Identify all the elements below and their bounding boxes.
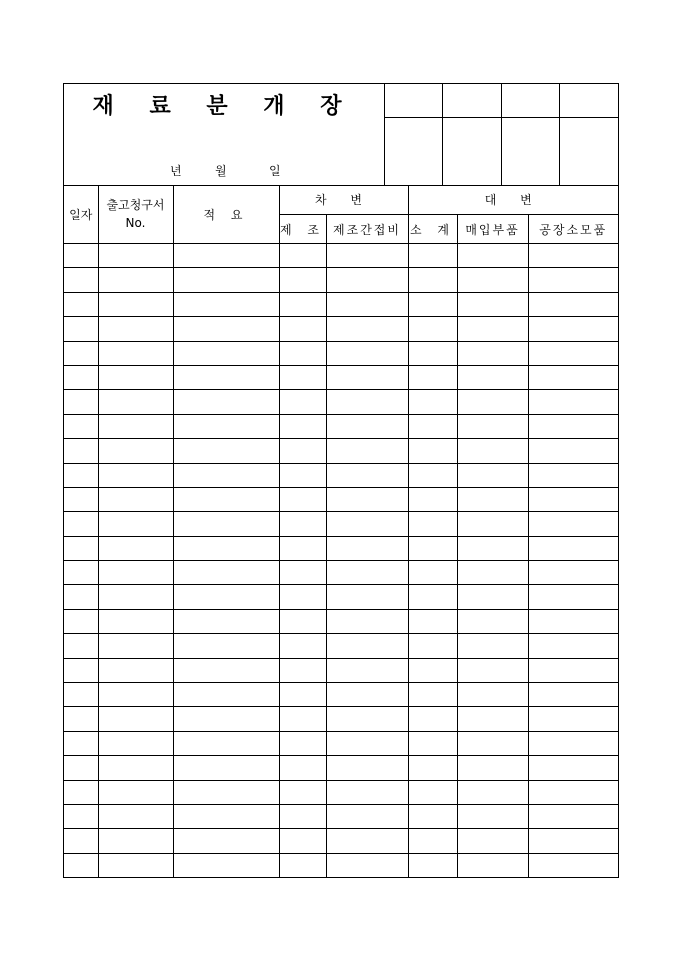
- cell-summary[interactable]: [173, 609, 279, 633]
- table-row: [64, 585, 618, 609]
- cell-manufacturing[interactable]: [279, 683, 326, 707]
- cell-purchased-parts[interactable]: [457, 731, 528, 755]
- table-row: [64, 244, 618, 268]
- approval-sign-cell[interactable]: [560, 118, 618, 185]
- col-header-credit: 대 변: [408, 185, 618, 215]
- cell-factory-supplies[interactable]: [528, 341, 618, 365]
- cell-factory-supplies[interactable]: [528, 683, 618, 707]
- cell-request-no[interactable]: [98, 341, 173, 365]
- cell-date[interactable]: [64, 707, 98, 731]
- table-row: [64, 561, 618, 585]
- table-row: [64, 268, 618, 292]
- date-year-label: 년: [170, 164, 182, 178]
- cell-date[interactable]: [64, 268, 98, 292]
- cell-summary[interactable]: [173, 439, 279, 463]
- cell-request-no[interactable]: [98, 487, 173, 511]
- cell-subtotal[interactable]: [408, 707, 457, 731]
- cell-subtotal[interactable]: [408, 756, 457, 780]
- col-header-factory-supplies: 공장소모품: [528, 215, 618, 244]
- approval-title-cell[interactable]: [443, 84, 502, 118]
- cell-manufacturing[interactable]: [279, 585, 326, 609]
- cell-overhead[interactable]: [326, 634, 408, 658]
- cell-overhead[interactable]: [326, 244, 408, 268]
- cell-purchased-parts[interactable]: [457, 512, 528, 536]
- cell-date[interactable]: [64, 292, 98, 316]
- cell-request-no[interactable]: [98, 244, 173, 268]
- cell-request-no[interactable]: [98, 731, 173, 755]
- cell-factory-supplies[interactable]: [528, 439, 618, 463]
- cell-summary[interactable]: [173, 707, 279, 731]
- approval-title-cell[interactable]: [560, 84, 618, 118]
- table-row: [64, 683, 618, 707]
- table-row: [64, 487, 618, 511]
- cell-date[interactable]: [64, 390, 98, 414]
- col-header-date: 일자: [64, 185, 98, 244]
- cell-request-no[interactable]: [98, 853, 173, 877]
- cell-manufacturing[interactable]: [279, 341, 326, 365]
- cell-subtotal[interactable]: [408, 463, 457, 487]
- cell-overhead[interactable]: [326, 292, 408, 316]
- table-row: [64, 365, 618, 389]
- cell-summary[interactable]: [173, 731, 279, 755]
- table-row: [64, 658, 618, 682]
- cell-date[interactable]: [64, 244, 98, 268]
- cell-subtotal[interactable]: [408, 683, 457, 707]
- cell-purchased-parts[interactable]: [457, 707, 528, 731]
- cell-request-no[interactable]: [98, 390, 173, 414]
- cell-manufacturing[interactable]: [279, 707, 326, 731]
- cell-request-no[interactable]: [98, 268, 173, 292]
- cell-overhead[interactable]: [326, 439, 408, 463]
- table-row: [64, 439, 618, 463]
- cell-subtotal[interactable]: [408, 268, 457, 292]
- cell-manufacturing[interactable]: [279, 292, 326, 316]
- cell-manufacturing[interactable]: [279, 317, 326, 341]
- col-header-request-no: [98, 185, 173, 244]
- table-row: [64, 463, 618, 487]
- col-header-subtotal: 소 계: [408, 215, 457, 244]
- cell-purchased-parts[interactable]: [457, 414, 528, 438]
- cell-factory-supplies[interactable]: [528, 609, 618, 633]
- cell-factory-supplies[interactable]: [528, 512, 618, 536]
- cell-purchased-parts[interactable]: [457, 658, 528, 682]
- table-row: [64, 390, 618, 414]
- cell-overhead[interactable]: [326, 317, 408, 341]
- table-row: [64, 609, 618, 633]
- cell-subtotal[interactable]: [408, 634, 457, 658]
- cell-purchased-parts[interactable]: [457, 609, 528, 633]
- cell-request-no[interactable]: [98, 536, 173, 560]
- cell-overhead[interactable]: [326, 561, 408, 585]
- cell-request-no[interactable]: [98, 292, 173, 316]
- cell-subtotal[interactable]: [408, 561, 457, 585]
- cell-subtotal[interactable]: [408, 609, 457, 633]
- table-row: [64, 512, 618, 536]
- date-day-label: 일: [269, 164, 281, 178]
- cell-overhead[interactable]: [326, 268, 408, 292]
- table-row: [64, 707, 618, 731]
- cell-manufacturing[interactable]: [279, 756, 326, 780]
- cell-date[interactable]: [64, 585, 98, 609]
- date-month-label: 월: [215, 164, 227, 178]
- cell-request-no[interactable]: [98, 414, 173, 438]
- cell-summary[interactable]: [173, 487, 279, 511]
- col-header-manufacturing: 제 조: [279, 215, 326, 244]
- col-header-request-line1: 출고청구서: [106, 198, 165, 212]
- cell-purchased-parts[interactable]: [457, 780, 528, 804]
- ledger-table: [64, 185, 618, 877]
- cell-manufacturing[interactable]: [279, 244, 326, 268]
- cell-request-no[interactable]: [98, 365, 173, 389]
- cell-subtotal[interactable]: [408, 341, 457, 365]
- cell-factory-supplies[interactable]: [528, 804, 618, 828]
- cell-date[interactable]: [64, 609, 98, 633]
- approval-box: [384, 84, 619, 185]
- cell-factory-supplies[interactable]: [528, 780, 618, 804]
- cell-summary[interactable]: [173, 292, 279, 316]
- cell-summary[interactable]: [173, 463, 279, 487]
- cell-date[interactable]: [64, 756, 98, 780]
- cell-request-no[interactable]: [98, 756, 173, 780]
- cell-purchased-parts[interactable]: [457, 829, 528, 853]
- cell-manufacturing[interactable]: [279, 487, 326, 511]
- cell-purchased-parts[interactable]: [457, 390, 528, 414]
- cell-summary[interactable]: [173, 683, 279, 707]
- cell-request-no[interactable]: [98, 683, 173, 707]
- cell-subtotal[interactable]: [408, 317, 457, 341]
- cell-factory-supplies[interactable]: [528, 658, 618, 682]
- cell-factory-supplies[interactable]: [528, 244, 618, 268]
- cell-subtotal[interactable]: [408, 512, 457, 536]
- cell-factory-supplies[interactable]: [528, 390, 618, 414]
- table-row: [64, 804, 618, 828]
- cell-subtotal[interactable]: [408, 829, 457, 853]
- cell-overhead[interactable]: [326, 463, 408, 487]
- cell-request-no[interactable]: [98, 829, 173, 853]
- cell-manufacturing[interactable]: [279, 536, 326, 560]
- cell-summary[interactable]: [173, 853, 279, 877]
- cell-subtotal[interactable]: [408, 731, 457, 755]
- cell-date[interactable]: [64, 512, 98, 536]
- cell-overhead[interactable]: [326, 487, 408, 511]
- cell-request-no[interactable]: [98, 463, 173, 487]
- cell-manufacturing[interactable]: [279, 365, 326, 389]
- cell-manufacturing[interactable]: [279, 512, 326, 536]
- cell-manufacturing[interactable]: [279, 731, 326, 755]
- cell-factory-supplies[interactable]: [528, 756, 618, 780]
- cell-date[interactable]: [64, 658, 98, 682]
- cell-request-no[interactable]: [98, 634, 173, 658]
- cell-manufacturing[interactable]: [279, 658, 326, 682]
- cell-request-no[interactable]: [98, 707, 173, 731]
- cell-purchased-parts[interactable]: [457, 804, 528, 828]
- title-area: [64, 84, 384, 185]
- table-row: [64, 292, 618, 316]
- cell-purchased-parts[interactable]: [457, 439, 528, 463]
- cell-subtotal[interactable]: [408, 536, 457, 560]
- cell-summary[interactable]: [173, 244, 279, 268]
- cell-subtotal[interactable]: [408, 244, 457, 268]
- cell-factory-supplies[interactable]: [528, 536, 618, 560]
- approval-sign-cell[interactable]: [502, 118, 560, 185]
- table-row: [64, 317, 618, 341]
- cell-overhead[interactable]: [326, 585, 408, 609]
- table-row: [64, 829, 618, 853]
- cell-date[interactable]: [64, 853, 98, 877]
- table-row: [64, 634, 618, 658]
- cell-factory-supplies[interactable]: [528, 292, 618, 316]
- cell-date[interactable]: [64, 317, 98, 341]
- cell-subtotal[interactable]: [408, 414, 457, 438]
- cell-manufacturing[interactable]: [279, 268, 326, 292]
- cell-date[interactable]: [64, 487, 98, 511]
- cell-date[interactable]: [64, 365, 98, 389]
- cell-request-no[interactable]: [98, 439, 173, 463]
- table-row: [64, 536, 618, 560]
- cell-purchased-parts[interactable]: [457, 487, 528, 511]
- cell-request-no[interactable]: [98, 658, 173, 682]
- cell-date[interactable]: [64, 341, 98, 365]
- cell-factory-supplies[interactable]: [528, 365, 618, 389]
- table-row: [64, 414, 618, 438]
- cell-summary[interactable]: [173, 561, 279, 585]
- cell-date[interactable]: [64, 414, 98, 438]
- approval-sign-cell[interactable]: [443, 118, 502, 185]
- approval-title-cell[interactable]: [502, 84, 560, 118]
- cell-summary[interactable]: [173, 268, 279, 292]
- cell-manufacturing[interactable]: [279, 804, 326, 828]
- cell-manufacturing[interactable]: [279, 414, 326, 438]
- table-row: [64, 853, 618, 877]
- cell-factory-supplies[interactable]: [528, 634, 618, 658]
- cell-subtotal[interactable]: [408, 585, 457, 609]
- table-row: [64, 756, 618, 780]
- cell-subtotal[interactable]: [408, 658, 457, 682]
- col-header-purchased-parts: 매입부품: [457, 215, 528, 244]
- cell-manufacturing[interactable]: [279, 634, 326, 658]
- cell-date[interactable]: [64, 683, 98, 707]
- cell-manufacturing[interactable]: [279, 853, 326, 877]
- cell-purchased-parts[interactable]: [457, 365, 528, 389]
- cell-subtotal[interactable]: [408, 804, 457, 828]
- cell-manufacturing[interactable]: [279, 829, 326, 853]
- cell-request-no[interactable]: [98, 317, 173, 341]
- cell-overhead[interactable]: [326, 683, 408, 707]
- cell-purchased-parts[interactable]: [457, 683, 528, 707]
- cell-overhead[interactable]: [326, 853, 408, 877]
- ledger-form: [63, 83, 619, 878]
- cell-summary[interactable]: [173, 780, 279, 804]
- table-row: [64, 341, 618, 365]
- cell-summary[interactable]: [173, 512, 279, 536]
- cell-request-no[interactable]: [98, 512, 173, 536]
- cell-purchased-parts[interactable]: [457, 268, 528, 292]
- cell-manufacturing[interactable]: [279, 561, 326, 585]
- cell-factory-supplies[interactable]: [528, 463, 618, 487]
- cell-factory-supplies[interactable]: [528, 317, 618, 341]
- cell-summary[interactable]: [173, 756, 279, 780]
- cell-purchased-parts[interactable]: [457, 317, 528, 341]
- cell-subtotal[interactable]: [408, 853, 457, 877]
- cell-summary[interactable]: [173, 634, 279, 658]
- cell-factory-supplies[interactable]: [528, 561, 618, 585]
- cell-overhead[interactable]: [326, 414, 408, 438]
- cell-subtotal[interactable]: [408, 439, 457, 463]
- cell-summary[interactable]: [173, 829, 279, 853]
- cell-factory-supplies[interactable]: [528, 853, 618, 877]
- cell-overhead[interactable]: [326, 341, 408, 365]
- cell-purchased-parts[interactable]: [457, 561, 528, 585]
- cell-summary[interactable]: [173, 536, 279, 560]
- cell-date[interactable]: [64, 804, 98, 828]
- cell-overhead[interactable]: [326, 536, 408, 560]
- cell-overhead[interactable]: [326, 707, 408, 731]
- cell-factory-supplies[interactable]: [528, 707, 618, 731]
- cell-summary[interactable]: [173, 341, 279, 365]
- cell-factory-supplies[interactable]: [528, 268, 618, 292]
- cell-request-no[interactable]: [98, 780, 173, 804]
- cell-overhead[interactable]: [326, 390, 408, 414]
- cell-overhead[interactable]: [326, 829, 408, 853]
- cell-manufacturing[interactable]: [279, 463, 326, 487]
- col-header-request-line2: No.: [125, 216, 146, 230]
- cell-manufacturing[interactable]: [279, 780, 326, 804]
- cell-date[interactable]: [64, 561, 98, 585]
- cell-purchased-parts[interactable]: [457, 585, 528, 609]
- cell-purchased-parts[interactable]: [457, 463, 528, 487]
- cell-summary[interactable]: [173, 365, 279, 389]
- cell-purchased-parts[interactable]: [457, 853, 528, 877]
- cell-purchased-parts[interactable]: [457, 536, 528, 560]
- cell-overhead[interactable]: [326, 780, 408, 804]
- cell-request-no[interactable]: [98, 804, 173, 828]
- cell-purchased-parts[interactable]: [457, 292, 528, 316]
- cell-date[interactable]: [64, 536, 98, 560]
- cell-manufacturing[interactable]: [279, 609, 326, 633]
- cell-summary[interactable]: [173, 804, 279, 828]
- table-row: [64, 780, 618, 804]
- cell-purchased-parts[interactable]: [457, 756, 528, 780]
- cell-factory-supplies[interactable]: [528, 585, 618, 609]
- approval-sign-cell[interactable]: [385, 118, 443, 185]
- approval-title-cell[interactable]: [385, 84, 443, 118]
- cell-overhead[interactable]: [326, 365, 408, 389]
- cell-overhead[interactable]: [326, 512, 408, 536]
- cell-purchased-parts[interactable]: [457, 341, 528, 365]
- cell-purchased-parts[interactable]: [457, 244, 528, 268]
- cell-date[interactable]: [64, 634, 98, 658]
- cell-overhead[interactable]: [326, 804, 408, 828]
- cell-overhead[interactable]: [326, 756, 408, 780]
- cell-summary[interactable]: [173, 658, 279, 682]
- cell-subtotal[interactable]: [408, 292, 457, 316]
- cell-overhead[interactable]: [326, 609, 408, 633]
- col-header-debit: 차 변: [279, 185, 408, 215]
- cell-date[interactable]: [64, 829, 98, 853]
- cell-factory-supplies[interactable]: [528, 731, 618, 755]
- cell-request-no[interactable]: [98, 585, 173, 609]
- form-header: [64, 84, 618, 186]
- cell-overhead[interactable]: [326, 658, 408, 682]
- form-title: 재 료 분 개 장: [92, 93, 356, 119]
- cell-subtotal[interactable]: [408, 487, 457, 511]
- cell-factory-supplies[interactable]: [528, 829, 618, 853]
- cell-request-no[interactable]: [98, 561, 173, 585]
- cell-date[interactable]: [64, 439, 98, 463]
- cell-subtotal[interactable]: [408, 365, 457, 389]
- cell-manufacturing[interactable]: [279, 390, 326, 414]
- cell-date[interactable]: [64, 731, 98, 755]
- cell-factory-supplies[interactable]: [528, 487, 618, 511]
- cell-subtotal[interactable]: [408, 780, 457, 804]
- cell-date[interactable]: [64, 463, 98, 487]
- cell-summary[interactable]: [173, 585, 279, 609]
- table-row: [64, 731, 618, 755]
- col-header-summary: 적 요: [173, 185, 279, 244]
- cell-subtotal[interactable]: [408, 390, 457, 414]
- cell-request-no[interactable]: [98, 609, 173, 633]
- cell-purchased-parts[interactable]: [457, 634, 528, 658]
- cell-summary[interactable]: [173, 317, 279, 341]
- cell-overhead[interactable]: [326, 731, 408, 755]
- cell-manufacturing[interactable]: [279, 439, 326, 463]
- cell-summary[interactable]: [173, 390, 279, 414]
- cell-factory-supplies[interactable]: [528, 414, 618, 438]
- cell-summary[interactable]: [173, 414, 279, 438]
- col-header-overhead: 제조간접비: [326, 215, 408, 244]
- cell-date[interactable]: [64, 780, 98, 804]
